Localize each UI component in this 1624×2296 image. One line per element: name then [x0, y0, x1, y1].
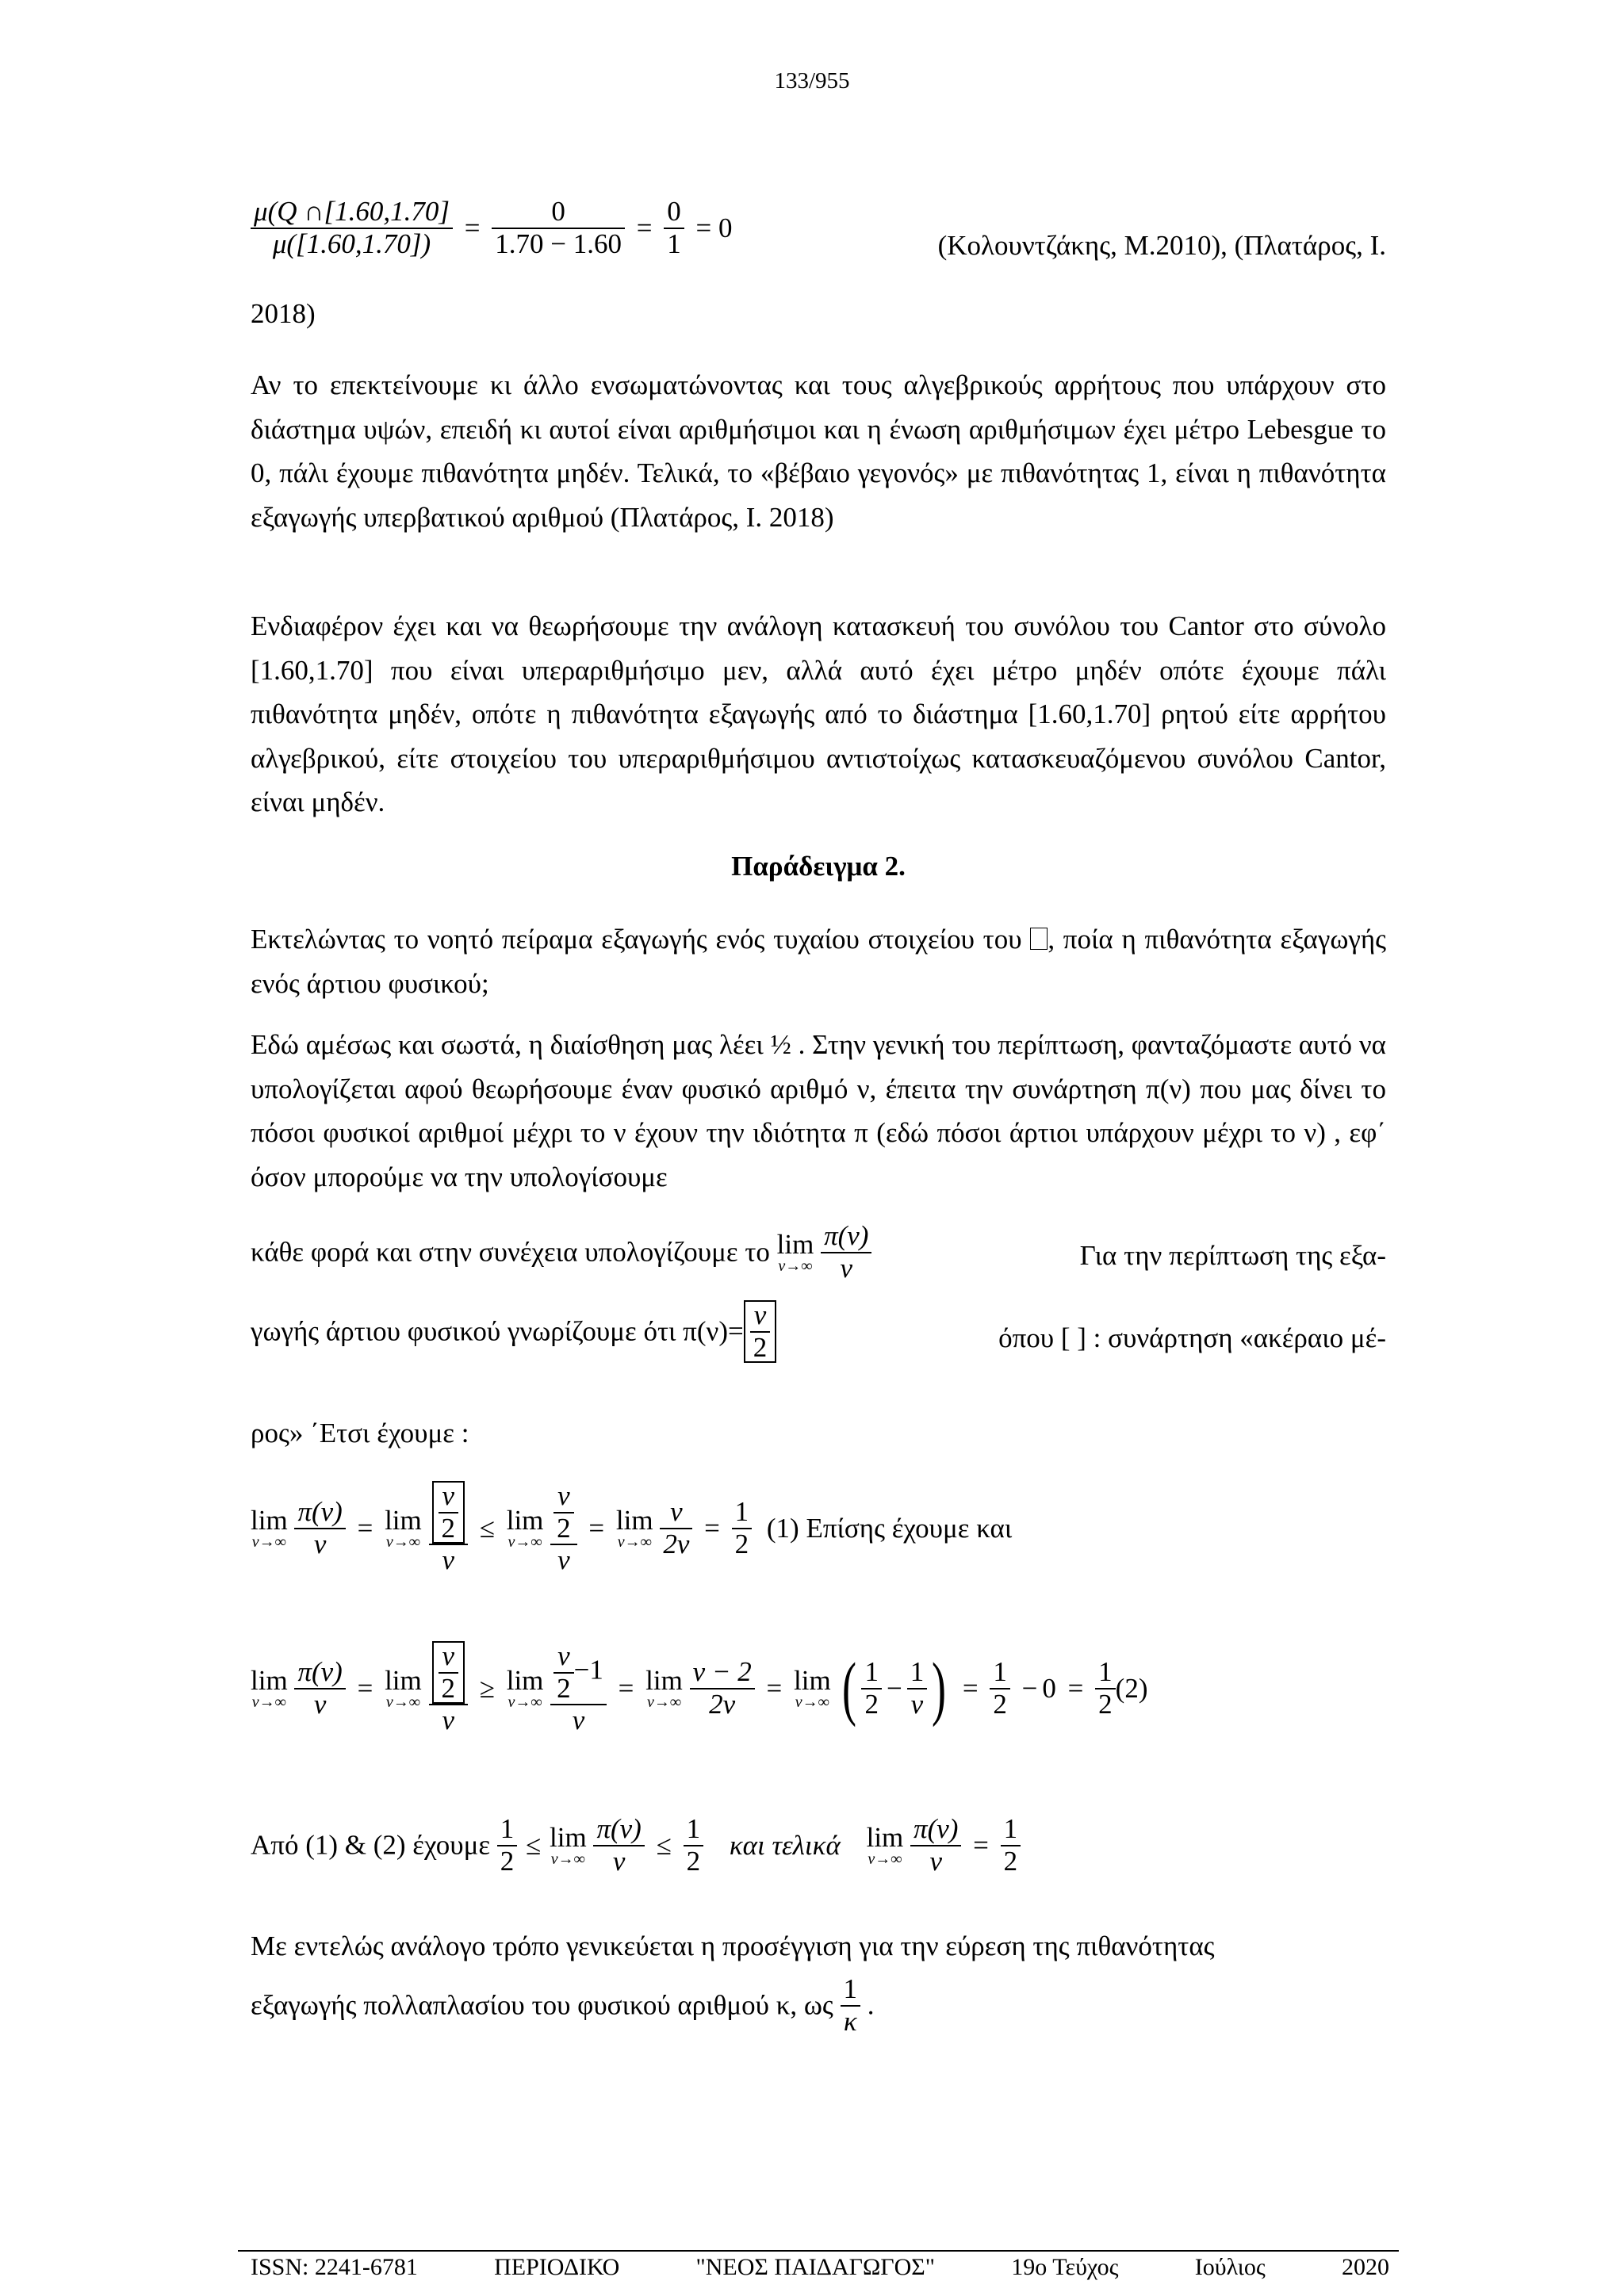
paragraph-4: Εδώ αμέσως και σωστά, η διαίσθηση μας λέει ½ . Στην γενική του περίπτωση, φανταζόμαστε αυτό να υπολογίζεται αφού θεωρήσουμε έναν φυσικό αριθμό ν, έπειτα την συνάρτηση π(ν) που μας δίνει το πόσοι φυσικοί αριθμοί μέχρι το ν έχουν την ιδιότητα π (εδώ πόσοι άρτιοι υπάρχουν μέχρι το ν) , εφ΄ όσον μπορούμε να την υπολογίσουμε [251, 1029, 1386, 1192]
citation-end: 2018) [251, 298, 316, 329]
paragraph-5-line-1: Με εντελώς ανάλογο τρόπο γενικεύεται η προσέγγιση για την εύρεση της πιθανότητας [251, 1931, 1215, 1961]
equation-measure: $\frac{\mu(Q \cap[1.60,1.70]}{\mu([1.60,1.70])}$ = $\frac{0}{1.70 - 1.60}$ = $\frac{0}{1}$ = 0 (Κολουντζάκης, Μ.2010), (Πλατάρος, Ι. [251, 197, 1386, 259]
footer-issue: 19ο Τεύχος [1011, 2254, 1119, 2280]
section-heading: Παράδειγμα 2. [731, 851, 906, 882]
footer-year: 2020 [1341, 2254, 1389, 2280]
paragraph-3: Εκτελώντας το νοητό πείραμα εξαγωγής ενός τυχαίου στοιχείου του , ποία η πιθανότητα εξαγωγής ενός άρτιου φυσικού; [251, 924, 1387, 999]
footer [251, 2254, 1389, 2281]
fraction-zero-over-width: $\frac{0}{1.70 - 1.60}$ [492, 197, 625, 259]
footer-journal-name: "ΝΕΟΣ ΠΑΙΔΑΓΩΓΟΣ" [695, 2254, 935, 2280]
paragraph-5-line-2: εξαγωγής πολλαπλασίου του φυσικού αριθμού κ, ως $\frac{1}{\kappa}$ . [251, 1973, 875, 2037]
floor-bracket: $\frac{\nu}{2}$ [744, 1300, 777, 1363]
citation: (Κολουντζάκης, Μ.2010), (Πλατάρος, Ι. [937, 230, 1386, 261]
paragraph-2: Ενδιαφέρον έχει και να θεωρήσουμε την ανάλογη κατασκευή του συνόλου του Cantor στο σύνολο [1.60,1.70] που είναι υπεραριθμήσιμο μεν, αλλά αυτό έχει μέτρο μηδέν οπότε έχουμε πάλι πιθανότητα μηδέν, οπότε η πιθανότητα εξαγωγής από το διάστημα [1.60,1.70] ρητού είτε αρρήτου αλγεβρικού, είτε στοιχείου του υπεραριθμήσιμου αντιστοίχως κατασκευαζόμενου συνόλου Cantor, είναι μηδέν. [251, 610, 1386, 817]
fraction-zero-over-one: $\frac{0}{1}$ [664, 197, 684, 259]
line-etsi: ρος» ΄Ετσι έχουμε : [251, 1418, 469, 1448]
fraction-measure: $\frac{\mu(Q \cap[1.60,1.70]}{\mu([1.60,1.70])}$ [251, 197, 453, 259]
line-conclusion: Από (1) & (2) έχουμε $\frac{1}{2}$ ≤ lim ν→∞ $\frac{\pi(\nu)}{\nu}$ ≤ $\frac{1}{2}$ και τελικά lim ν→∞ $\frac{\pi(\nu)}{\nu}$ = $\frac{1}{2}$ [251, 1814, 1021, 1877]
footer-issn: ISSN: 2241-6781 [251, 2254, 418, 2280]
equation-upper-bound: lim ν→∞ $\frac{\pi(\nu)}{\nu}$ = lim ν→∞ $\frac{\frac{\nu}{2}}{\nu}$ ≤ lim ν→∞ $\frac{\frac{\nu}{2}}{\nu}$ = lim ν→∞ $\frac{\nu}{2\nu}$ = $\frac{1}{2}$ (1) Επίσης έχουμε και [251, 1480, 1013, 1575]
footer-month: Ιούλιος [1194, 2254, 1266, 2280]
missing-glyph-icon [1030, 928, 1048, 950]
page-number: 133/955 [774, 68, 850, 94]
equation-label-1: (1) Επίσης έχουμε και [766, 1512, 1013, 1544]
equation-lower-bound: lim ν→∞ $\frac{\pi(\nu)}{\nu}$ = lim ν→∞ $\frac{\frac{\nu}{2}}{\nu}$ ≥ lim ν→∞ $\frac{\nu}{2}$ −1 ν = lim ν→∞ $\frac{\nu - 2}{2\nu}$ = lim ν→∞ ( $\frac{1}{2}$ − $\frac{1}{\nu}$ ) = $\frac{1}{2}$ − 0 = $\frac{1}{2}$ (2) [251, 1640, 1148, 1735]
fraction-pi-over-nu: $\frac{\pi(\nu)}{\nu}$ [821, 1221, 871, 1284]
paragraph-1: Αν το επεκτείνουμε κι άλλο ενσωματώνοντας και τους αλγεβρικούς αρρήτους που υπάρχουν στο διάστημα υψών, επειδή κι αυτοί είναι αριθμήσιμοι και η ένωση αριθμήσιμων έχει μέτρο Lebesgue το 0, πάλι έχουμε πιθανότητα μηδέν. Τελικά, το «βέβαιο γεγονός» με πιθανότητας 1, είναι η πιθανότητα εξαγωγής υπερβατικού αριθμού (Πλατάρος, Ι. 2018) [251, 369, 1386, 533]
limit-operator: lim ν→∞ [776, 1229, 814, 1275]
line-lim: κάθε φορά και στην συνέχεια υπολογίζουμε το lim ν→∞ $\frac{\pi(\nu)}{\nu}$ Για την περίπτωση της εξα- [251, 1220, 1386, 1284]
equation-label-2: (2) [1115, 1672, 1148, 1704]
footer-divider [238, 2250, 1399, 2252]
footer-journal: ΠΕΡΙΟΔΙΚΟ [494, 2254, 620, 2280]
line-floor: γωγής άρτιου φυσικού γνωρίζουμε ότι π(ν)= $\frac{\nu}{2}$ όπου [ ] : συνάρτηση «ακέραιο μέ- [251, 1299, 1386, 1363]
